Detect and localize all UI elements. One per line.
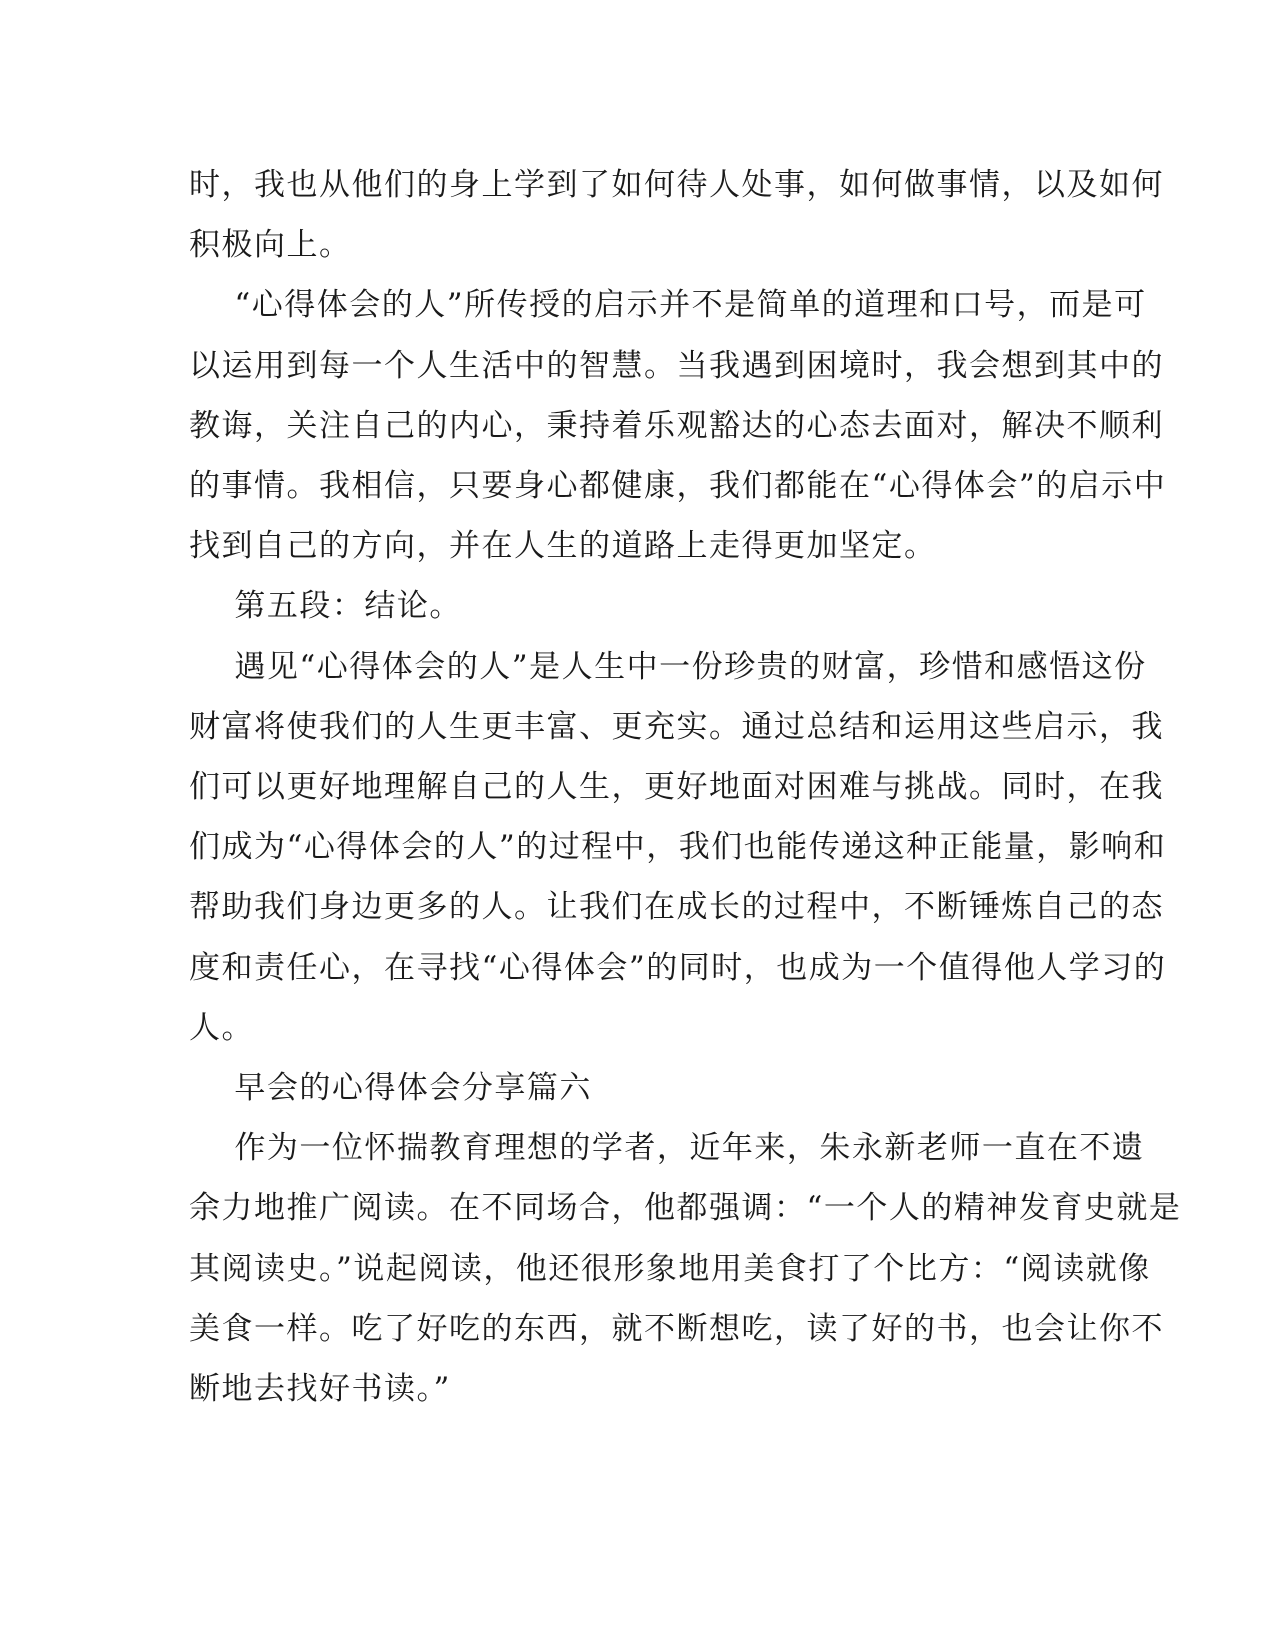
text-line: “心得体会的人”所传授的启示并不是简单的道理和口号，而是可 [189,287,1147,324]
text-line: 以运用到每一个人生活中的智慧。当我遇到困境时，我会想到其中的 [189,347,1164,384]
text-line: 财富将使我们的人生更丰富、更充实。通过总结和运用这些启示，我 [189,708,1164,745]
text-line: 作为一位怀揣教育理想的学者，近年来，朱永新老师一直在不遗 [189,1130,1145,1167]
text-line: 的事情。我相信，只要身心都健康，我们都能在“心得体会”的启示中 [189,468,1167,505]
text-line: 人。 [189,1009,254,1046]
text-line: 积极向上。 [189,227,352,264]
text-line: 度和责任心，在寻找“心得体会”的同时，也成为一个值得他人学习的 [189,949,1167,986]
text-line: 遇见“心得体会的人”是人生中一份珍贵的财富，珍惜和感悟这份 [189,648,1147,685]
text-line: 们成为“心得体会的人”的过程中，我们也能传递这种正能量，影响和 [189,829,1167,866]
text-line: 其阅读史。”说起阅读，他还很形象地用美食打了个比方：“阅读就像 [189,1250,1151,1287]
text-line: 余力地推广阅读。在不同场合，他都强调：“一个人的精神发育史就是 [189,1190,1182,1227]
text-line: 美食一样。吃了好吃的东西，就不断想吃，读了好的书，也会让你不 [189,1310,1164,1347]
text-line: 们可以更好地理解自己的人生，更好地面对困难与挑战。同时，在我 [189,769,1164,806]
text-line: 断地去找好书读。” [189,1371,451,1408]
section-heading: 第五段：结论。 [189,588,462,625]
document-body [189,155,1182,1419]
text-line: 找到自己的方向，并在人生的道路上走得更加坚定。 [189,528,937,565]
text-line: 时，我也从他们的身上学到了如何待人处事，如何做事情，以及如何 [189,167,1164,203]
text-line: 帮助我们身边更多的人。让我们在成长的过程中，不断锤炼自己的态 [189,889,1164,926]
article-title: 早会的心得体会分享篇六 [189,1070,592,1107]
text-line: 教诲，关注自己的内心，秉持着乐观豁达的心态去面对，解决不顺利 [189,407,1164,444]
